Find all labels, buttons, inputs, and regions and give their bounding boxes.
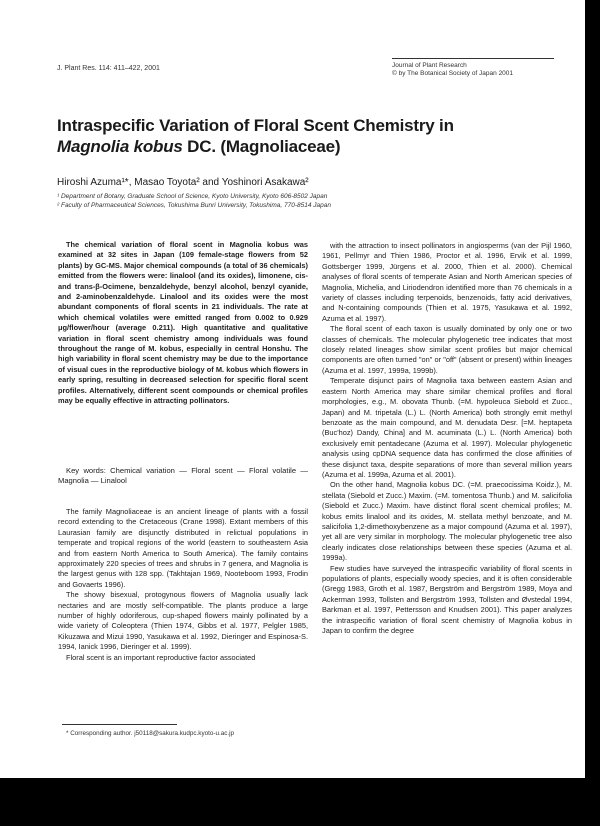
journal-info [392, 58, 554, 78]
title-line-2 [57, 136, 557, 157]
affiliation-2: ² Faculty of Pharmaceutical Sciences, Tokushima Bunri University, Tokushima, 770-8514 Japan [57, 202, 331, 209]
introduction-right-column [322, 241, 572, 636]
intro-paragraph: Floral scent is an important reproductive factor associated [66, 652, 256, 662]
introduction-left-column [58, 507, 308, 663]
author-list: Hiroshi Azuma¹*, Masao Toyota² and Yoshinori Asakawa² [57, 177, 309, 188]
title-line-1: Intraspecific Variation of Floral Scent Chemistry in [57, 116, 454, 135]
intro-paragraph: Few studies have surveyed the intraspecific variability of floral scents in populations of plants, especially woody species, and it is often considerable (Gregg 1983, Groth et al. 1987, Bergström and Bergström 1989, Moya and Ackerman 1993, Tollsten and Bergström 1993, Tollsten and Øvstedal 1994, Barkman et al. 1997, Pettersson and Knudsen 2001). This paper analyzes the intraspecific variation of floral scent chemistry of Magnolia kobus in Japan to confirm the degree [322, 563, 572, 636]
intro-paragraph: The showy bisexual, protogynous flowers of Magnolia usually lack nectaries and are mostly self-compatible. The plants produce a large number of highly odoriferous, cup-shaped flowers mainly pollinated by a wide variety of Coleoptera (Thien 1974, Gibbs et al. 1977, Pelgler 1985, Kikuzawa and Mizui 1990, Yasukawa et al. 1992, Dieringer and Espinosa-S. 1994, Ianick 1996, Dieringer et al. 1999). [58, 590, 308, 652]
intro-paragraph: Temperate disjunct pairs of Magnolia taxa between eastern Asian and eastern North America may share similar chemical profiles and floral morphologies, e.g., M. obovata Thunb. (=M. hypoleuca Siebold et Zucc., Japan) and M. tripetala (L.) L. (North America) both strongly emit methyl benzoate as the main compound, and M. denudata Desr. [=M. heptapeta (Buc'hoz) Dandy, China] and M. acuminata (L.) L. (North America) both exclusively emit pentadecane (Azuma et al. 1997). Molecular phylogenetic analysis using cpDNA sequence data has confirmed the close affinities of these disjunct taxa, despite separations of more than several million years (Azuma et al. 1999a, Azuma et al. 2001). [322, 376, 572, 479]
keywords-text: Key words: Chemical variation — Floral scent — Floral volatile — Magnolia — Linalool [58, 466, 308, 486]
corresponding-author-footnote: * Corresponding author. j50118@sakura.kudpc.kyoto-u.ac.jp [66, 730, 234, 737]
intro-paragraph: with the attraction to insect pollinators in angiosperms (van der Pijl 1960, 1961, Pellmyr and Thien 1986, Proctor et al. 1996, Ervik et al. 1999, Gottsberger 1999, Jürgens et al. 2000, Thien et al. 2000). Chemical analyses of floral scents of temperate Asian and North American species of Magnolia, Michelia, and Liriodendron identified more than 76 chemicals in a variety of classes including terpenoids, benzenoids, fatty acid derivatives, and N-containing compounds (Thien et al. 1975, Yasukawa et al. 1992, Azuma et al. 1997). [322, 241, 572, 323]
keywords [58, 466, 308, 487]
footnote-divider [62, 724, 177, 725]
intro-paragraph: The family Magnoliaceae is an ancient lineage of plants with a fossil record extending to the Cretaceous (Crane 1998). Extant members of this Laurasian family are disjunctly distributed in relictual populations in temperate and tropical regions of the world (eastern to southeastern Asia and from eastern North America to South America). The family contains approximately 220 species of trees and shrubs in 7 genera, and Magnolia is the largest genus with 128 spp. (Takhtajan 1969, Nooteboom 1993, Frodin and Govaerts 1996). [58, 507, 308, 589]
abstract [58, 240, 308, 407]
copyright-notice: © by The Botanical Society of Japan 2001 [392, 70, 514, 77]
intro-paragraph: On the other hand, Magnolia kobus DC. (=M. praecocissima Koidz.), M. stellata (Siebold et Zucc.) Maxim. (=M. tomentosa Thunb.) and M. salicifolia (Siebold et Zucc.) Maxim. have distinct floral scent chemical profiles; M. kobus emits linalool and its oxides, M. stellata methyl benzoate, and M. salicifolia 1,2-dimethoxybenzene as a major compound (Azuma et al. 1997), yet all are very similar in morphology. The molecular phylogenetic tree also clearly indicates close relationships between these species (Azuma et al. 1999a). [322, 480, 572, 563]
title-family: DC. (Magnoliaceae) [182, 137, 341, 156]
abstract-text: The chemical variation of floral scent in Magnolia kobus was examined at 32 sites in Japan (109 female-stage flowers from 52 plants) by GC-MS. Major chemical compounds (a total of 36 chemicals) emitted from the flowers were: linalool (and its oxides), limonene, cis- and trans-β-Ocimene, benzaldehyde, benzyl alcohol, benzyl cyanide, and 2-aminobenzaldehyde. Linalool and its oxides were the most abundant components of floral scents in 21 individuals. The rate at which chemical volatiles were emitted ranged from 0.002 to 0.929 μg/flower/hour (average 0.211). High quantitative and qualitative variation in floral scent chemistry among individuals was found throughout the range of M. kobus, especially in central Honshu. The high variability in floral scent chemistry may be due to the importance of visual cues in the reproductive biology of M. kobus which flowers in early spring, resulting in decreased selection for specific floral scent profiles. Alternatively, different scent compounds or chemical profiles may be equally effective in attracting pollinators. [58, 240, 308, 406]
journal-name: Journal of Plant Research [392, 62, 467, 69]
journal-citation: J. Plant Res. 114: 411–422, 2001 [57, 65, 160, 72]
affiliation-1: ¹ Department of Botany, Graduate School of Science, Kyoto University, Kyoto 606-8502 Japan [57, 193, 328, 200]
title-species: Magnolia kobus [57, 137, 183, 156]
paper-title [57, 115, 557, 157]
intro-paragraph: The floral scent of each taxon is usually dominated by only one or two classes of chemicals. The molecular phylogenetic tree indicates that most closely related lineages show similar scent profiles but major chemical components are often turned "on" or "off" (absent or present) within lineages (Azuma et al. 1997, 1999a, 1999b). [322, 324, 572, 375]
